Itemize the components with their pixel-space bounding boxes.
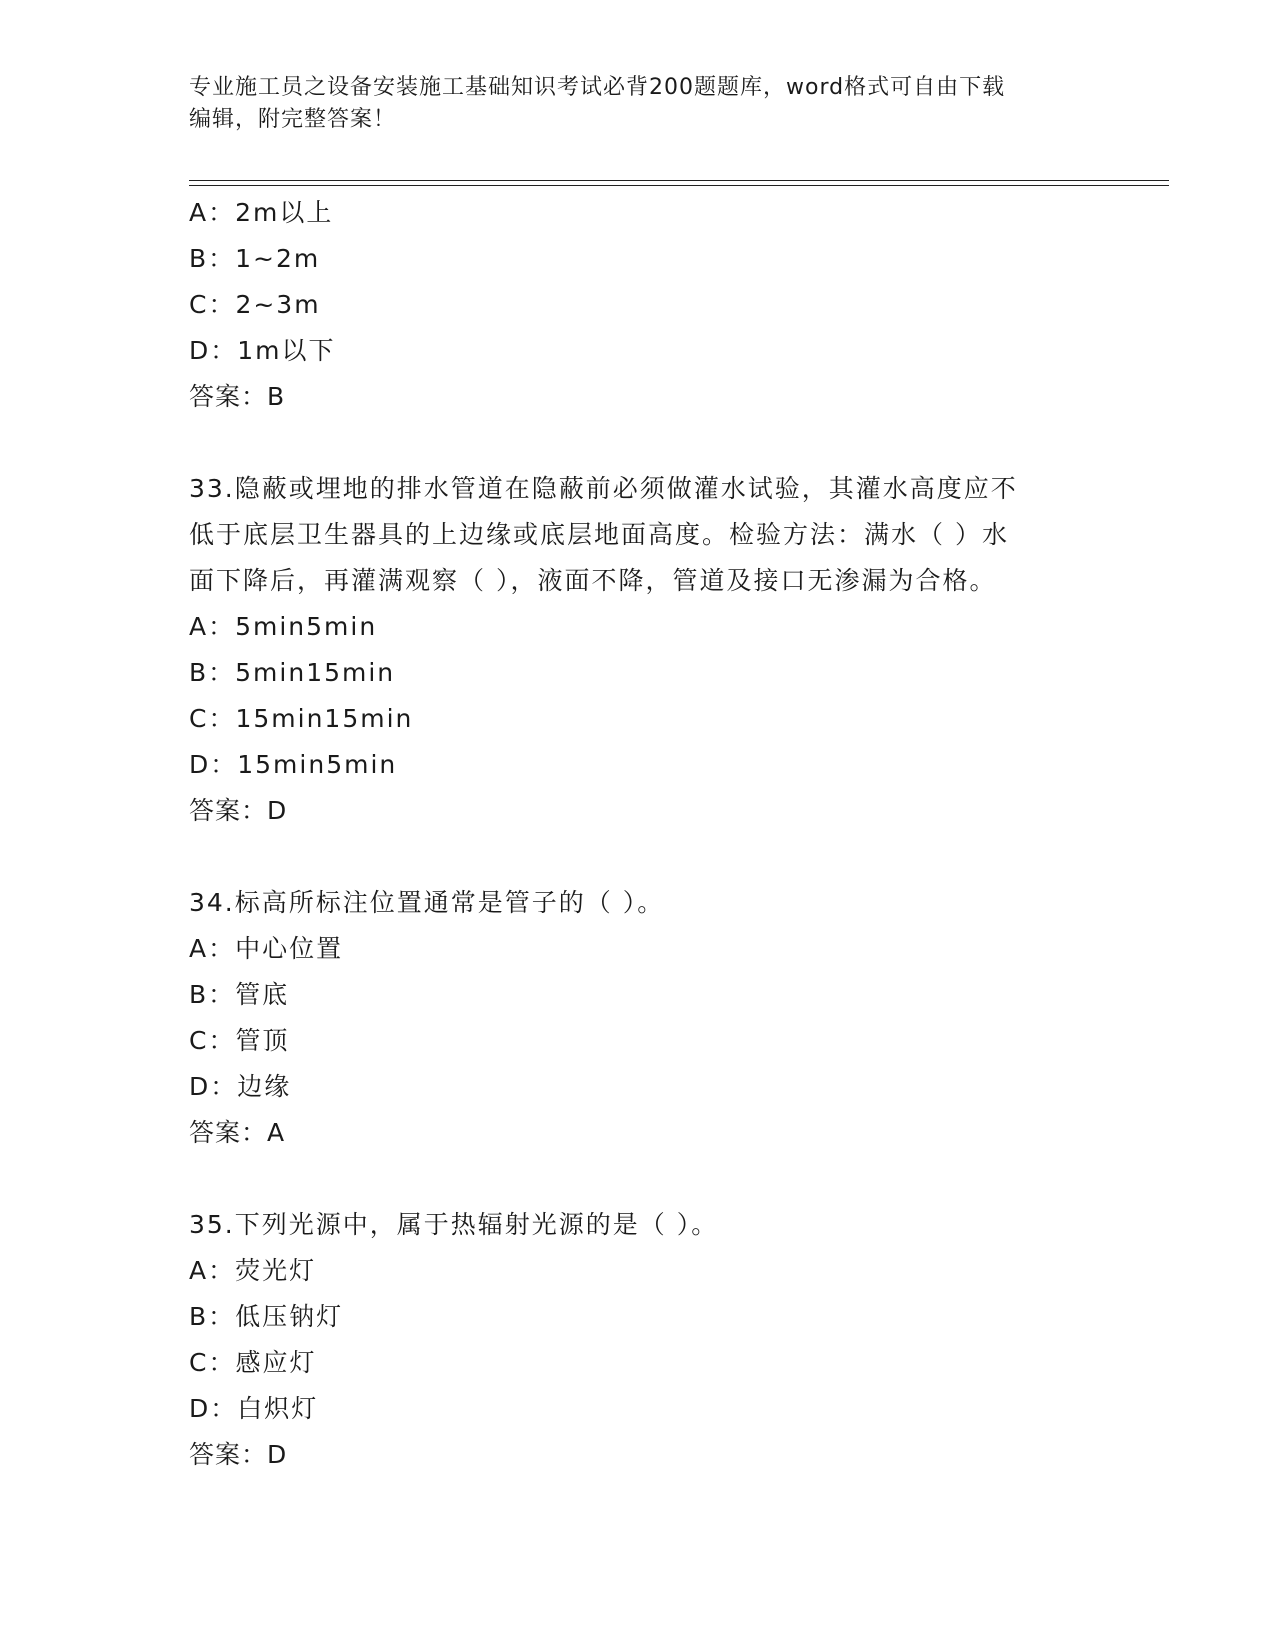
header-divider-top xyxy=(189,180,1169,181)
question-stem-line: 低于底层卫生器具的上边缘或底层地面高度。检验方法：满水（ ）水 xyxy=(189,520,1009,549)
option-c: C：管顶 xyxy=(189,1026,290,1055)
option-d: D：1m以下 xyxy=(189,336,336,365)
option-b: B：5min15min xyxy=(189,658,396,687)
option-b: B：1~2m xyxy=(189,244,321,273)
option-d: D：15min5min xyxy=(189,750,398,779)
question-fragment xyxy=(189,190,1089,420)
option-a: A：中心位置 xyxy=(189,934,344,963)
option-a: A：荧光灯 xyxy=(189,1256,317,1285)
question-35 xyxy=(189,1202,1089,1478)
option-b: B：低压钠灯 xyxy=(189,1302,344,1331)
answer-line: 答案：D xyxy=(189,796,288,825)
question-stem-line: 33.隐蔽或埋地的排水管道在隐蔽前必须做灌水试验，其灌水高度应不 xyxy=(189,474,1018,503)
answer-line: 答案：B xyxy=(189,382,286,411)
question-33 xyxy=(189,466,1089,834)
header-line-2: 编辑，附完整答案！ xyxy=(189,107,397,132)
document-header xyxy=(189,72,1089,136)
option-b: B：管底 xyxy=(189,980,290,1009)
question-stem-line: 35.下列光源中，属于热辐射光源的是（ ）。 xyxy=(189,1210,719,1239)
document-body xyxy=(189,190,1089,1478)
option-c: C：感应灯 xyxy=(189,1348,317,1377)
question-stem-line: 34.标高所标注位置通常是管子的（ ）。 xyxy=(189,888,665,917)
option-a: A：2m以上 xyxy=(189,198,334,227)
answer-line: 答案：A xyxy=(189,1118,286,1147)
option-c: C：15min15min xyxy=(189,704,414,733)
option-d: D：白炽灯 xyxy=(189,1394,319,1423)
question-stem-line: 面下降后，再灌满观察（ ），液面不降，管道及接口无渗漏为合格。 xyxy=(189,566,997,595)
option-a: A：5min5min xyxy=(189,612,378,641)
header-divider-bottom xyxy=(189,185,1169,186)
answer-line: 答案：D xyxy=(189,1440,288,1469)
option-c: C：2~3m xyxy=(189,290,321,319)
option-d: D：边缘 xyxy=(189,1072,292,1101)
header-line-1: 专业施工员之设备安装施工基础知识考试必背200题题库，word格式可自由下载 xyxy=(189,75,1006,100)
question-34 xyxy=(189,880,1089,1156)
